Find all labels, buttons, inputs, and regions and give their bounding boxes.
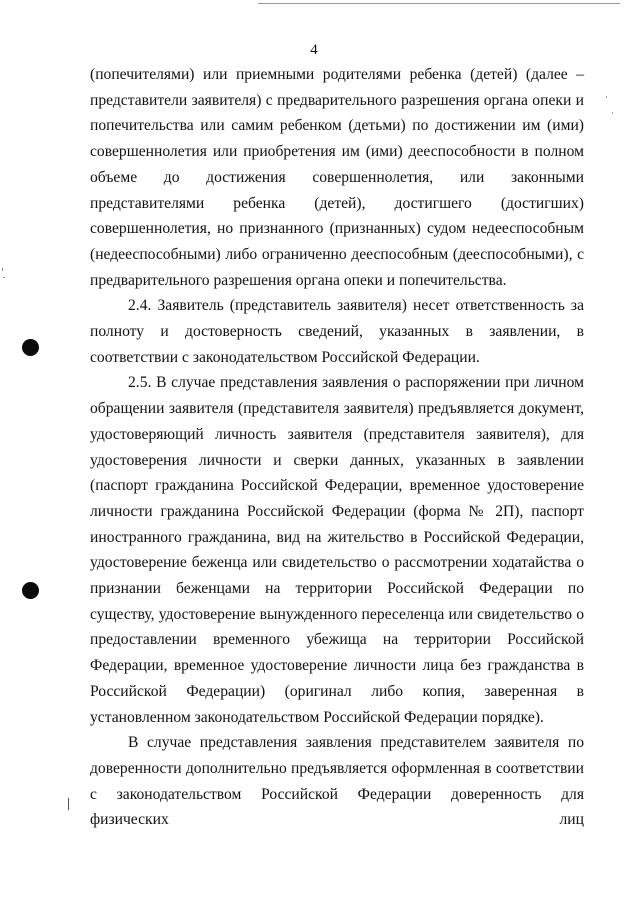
scan-artifact — [2, 268, 3, 271]
scan-artifact — [68, 798, 69, 810]
paragraph-2-5: 2.5. В случае представления заявления о распоряжении при личном обращении заявителя (представителя заявителя) предъявляется документ, удостоверяющий личность заявителя (представителя заявителя), для удостоверения личности и сверки данных, указанных в заявлении (паспорт гражданина Российской Федерации, временное удостоверение личности гражданина Российской Федерации (форма № 2П), паспорт иностранного гражданина, вид на жительство в Российской Федерации, удостоверение беженца или свидетельство о рассмотрении ходатайства о признании беженцами на территории Российской Федерации по существу, удостоверение вынужденного переселенца или свидетельство о предоставлении временного убежища на территории Российской Федерации, временное удостоверение личности лица без гражданства в Российской Федерации) (оригинал либо копия, заверенная в установленном законодательством Российской Федерации порядке). — [90, 374, 584, 726]
punch-hole — [22, 582, 39, 599]
scan-artifact — [3, 277, 5, 278]
scan-artifact — [606, 96, 607, 98]
paragraph-representative: В случае представления заявления представителем заявителя по доверенности дополнительно предъявляется оформленная в соответствии с законодательством Российской Федерации доверенность для физических лиц — [90, 734, 584, 829]
top-edge-rule — [258, 3, 620, 4]
scan-artifact — [612, 112, 613, 114]
punch-hole — [22, 339, 39, 356]
paragraph-continuation: (попечителями) или приемными родителями ребенка (детей) (далее – представители заявителя) с предварительного разрешения органа опеки и попечительства или самим ребенком (детьми) по достижении им (ими) совершеннолетия или приобретения им (ими) дееспособности в полном объеме до достижения совершеннолетия, или законными представителями ребенка (детей), достигшего (достигших) совершеннолетия, но признанного (признанных) судом недееспособным (недееспособными) либо ограниченно дееспособным (дееспособными), с предварительного разрешения органа опеки и попечительства. — [90, 66, 584, 289]
document-body — [90, 62, 584, 833]
page-number: 4 — [310, 42, 318, 58]
paragraph-2-4: 2.4. Заявитель (представитель заявителя) несет ответственность за полноту и достоверность сведений, указанных в заявлении, в соответствии с законодательством Российской Федерации. — [90, 297, 584, 366]
